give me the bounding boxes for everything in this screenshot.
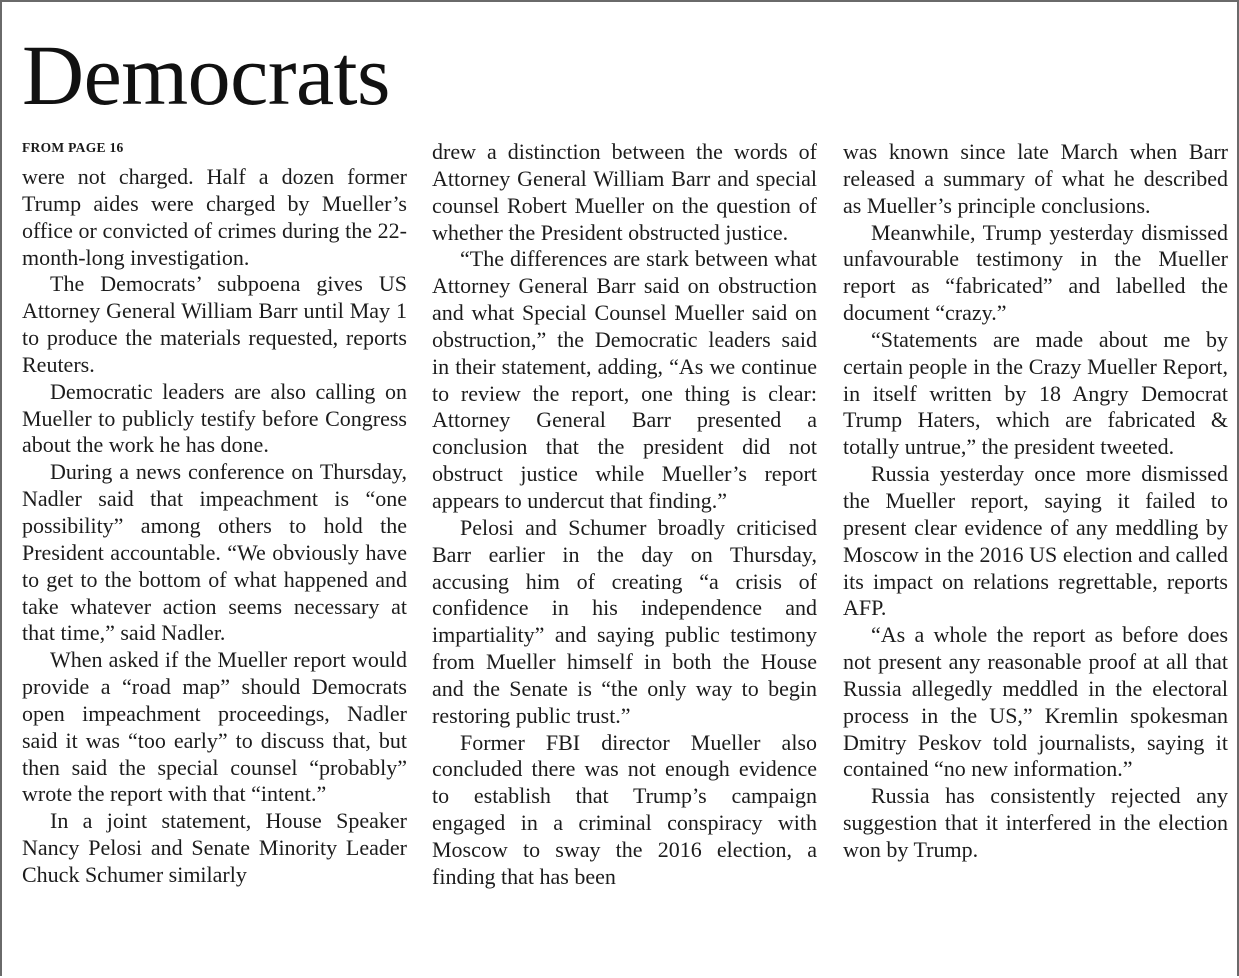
paragraph: drew a distinction between the words of Attorney General William Barr and special counsel Robert Mueller on the question of whether the President obstructed justice. bbox=[432, 139, 817, 245]
paragraph: During a news conference on Thursday, Nadler said that impeachment is “one possibility” among others to hold the President accountable. “We obviously have to get to the bottom of what happened and take whatever action seems necessary at that time,” said Nadler. bbox=[22, 459, 407, 646]
column-3 bbox=[843, 139, 1228, 978]
jump-label: FROM PAGE 16 bbox=[22, 140, 124, 155]
paragraph: In a joint statement, House Speaker Nancy Pelosi and Senate Minority Leader Chuck Schumer similarly bbox=[22, 808, 407, 887]
paragraph: Russia has consistently rejected any suggestion that it interfered in the election won by Trump. bbox=[843, 783, 1228, 862]
column-1 bbox=[22, 164, 407, 978]
paragraph: was known since late March when Barr released a summary of what he described as Mueller’s principle conclusions. bbox=[843, 139, 1228, 218]
paragraph: “Statements are made about me by certain people in the Crazy Mueller Report, in itself written by 18 Angry Democrat Trump Haters, which are fabricated & totally untrue,” the president tweeted. bbox=[843, 326, 1228, 460]
column-2 bbox=[432, 139, 817, 978]
paragraph: Russia yesterday once more dismissed the Mueller report, saying it failed to present clear evidence of any meddling by Moscow in the 2016 US election and called its impact on relations regrettable, reports AFP. bbox=[843, 461, 1228, 621]
paragraph: Democratic leaders are also calling on Mueller to publicly testify before Congress about the work he has done. bbox=[22, 378, 407, 458]
paragraph: “As a whole the report as before does not present any reasonable proof at all that Russia allegedly meddled in the electoral process in the US,” Kremlin spokesman Dmitry Peskov told journalists, saying it contained “no new information.” bbox=[843, 622, 1228, 782]
paragraph: Meanwhile, Trump yesterday dismissed unfavourable testimony in the Mueller report as “fabricated” and labelled the document “crazy.” bbox=[843, 219, 1228, 326]
article-body bbox=[2, 139, 1239, 978]
paragraph: Pelosi and Schumer broadly criticised Barr earlier in the day on Thursday, accusing him of creating “a crisis of confidence in his independence and impartiality” and saying public testimony from Mueller himself in both the House and the Senate is “the only way to begin restoring public trust.” bbox=[432, 514, 817, 728]
paragraph: The Democrats’ subpoena gives US Attorney General William Barr until May 1 to produce the materials requested, reports Reuters. bbox=[22, 271, 407, 377]
paragraph: Former FBI director Mueller also concluded there was not enough evidence to establish that Trump’s campaign engaged in a criminal conspiracy with Moscow to sway the 2016 election, a finding that has been bbox=[432, 729, 817, 889]
paragraph: When asked if the Mueller report would provide a “road map” should Democrats open impeachment proceedings, Nadler said it was “too early” to discuss that, but then said the special counsel “probably” wrote the report with that “intent.” bbox=[22, 647, 407, 807]
paragraph: were not charged. Half a dozen former Trump aides were charged by Mueller’s office or convicted of crimes during the 22-month-long investigation. bbox=[22, 164, 407, 270]
headline: Democrats bbox=[22, 27, 391, 123]
paragraph: “The differences are stark between what Attorney General Barr said on obstruction and what Special Counsel Mueller said on obstruction,” the Democratic leaders said in their statement, adding, “As we continue to review the report, one thing is clear: Attorney General Barr presented a conclusion that the president did not obstruct justice while Mueller’s report appears to undercut that finding.” bbox=[432, 246, 817, 513]
